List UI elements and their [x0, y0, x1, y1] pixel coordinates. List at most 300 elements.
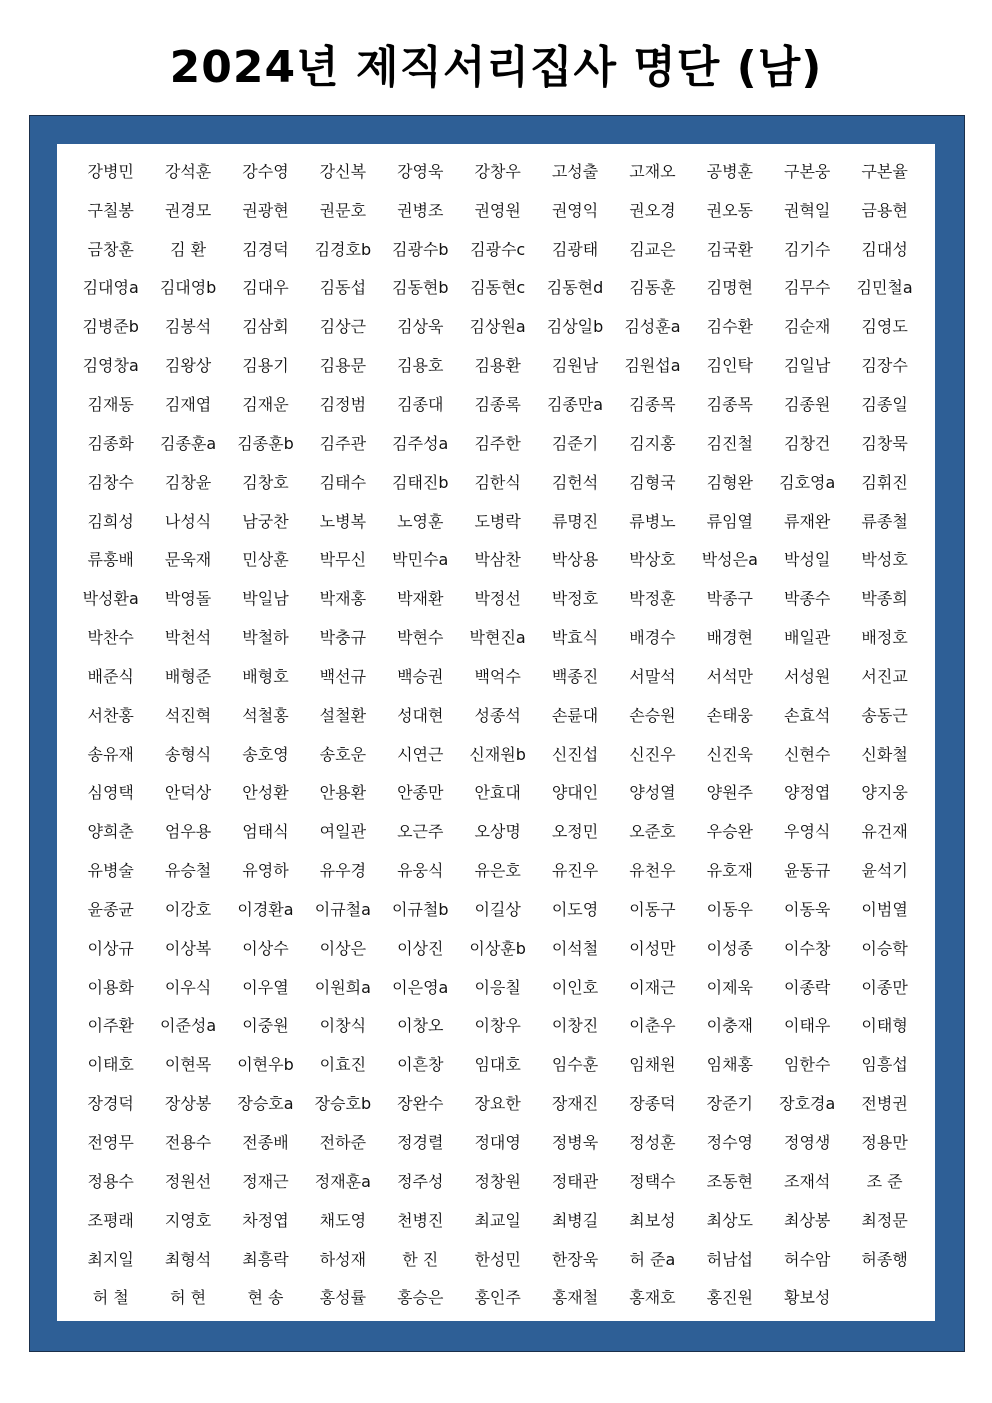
member-name: 김종대 [397, 394, 444, 414]
member-name: 석철홍 [242, 705, 289, 725]
member-name: 석진혁 [164, 705, 212, 725]
member-name: 양지웅 [861, 783, 908, 803]
member-name: 설철환 [319, 705, 367, 725]
member-name: 이주환 [87, 1016, 134, 1036]
member-name: 김형완 [706, 472, 753, 492]
member-name: 전용수 [164, 1133, 212, 1153]
member-name: 안종만 [397, 783, 444, 803]
member-name: 손효석 [784, 705, 831, 725]
member-name: 윤석기 [861, 861, 908, 881]
member-name: 홍재호 [629, 1288, 676, 1308]
member-name: 시연근 [397, 744, 444, 764]
member-name: 이동욱 [784, 899, 831, 919]
member-name: 권병조 [397, 200, 444, 220]
member-name: 이창식 [319, 1016, 367, 1036]
member-name: 김용문 [319, 356, 367, 376]
member-name: 윤동규 [784, 861, 831, 881]
member-name: 김호영a [779, 472, 836, 492]
member-name: 김한식 [474, 472, 521, 492]
member-name: 김삼회 [242, 317, 289, 337]
member-name: 전병권 [861, 1094, 908, 1114]
member-name: 김장수 [861, 356, 908, 376]
member-name: 최상봉 [784, 1210, 831, 1230]
member-name: 송동근 [861, 705, 908, 725]
member-name: 정재근 [242, 1171, 289, 1191]
member-name: 김무수 [784, 278, 831, 298]
member-name: 오근주 [397, 822, 444, 842]
member-name: 유진우 [551, 861, 599, 881]
member-name: 김지홍 [629, 433, 676, 453]
member-name: 김 환 [170, 239, 207, 259]
member-name: 이도영 [551, 899, 599, 919]
member-name: 이흔창 [397, 1055, 444, 1075]
member-name: 유영하 [242, 861, 289, 881]
member-name: 나성식 [164, 511, 212, 531]
member-name: 허남섭 [706, 1249, 753, 1269]
member-name: 박재환 [397, 589, 444, 609]
member-name: 신진우 [629, 744, 676, 764]
member-name: 정주성 [397, 1171, 444, 1191]
member-name: 서진교 [861, 666, 908, 686]
member-name: 김주성a [392, 433, 449, 453]
member-name: 홍진원 [706, 1288, 753, 1308]
member-name: 류임열 [706, 511, 753, 531]
member-name: 우승완 [706, 822, 753, 842]
member-name: 홍인주 [474, 1288, 521, 1308]
member-name: 조동현 [706, 1171, 753, 1191]
member-name: 박무신 [319, 550, 367, 570]
member-name: 서말석 [629, 666, 676, 686]
member-name: 김종만a [546, 394, 604, 414]
member-name: 김대영a [82, 278, 139, 298]
member-name: 이창우 [474, 1016, 521, 1036]
member-name: 이태우 [784, 1016, 831, 1036]
member-name: 김광수c [470, 239, 526, 259]
member-name: 양원주 [706, 783, 753, 803]
member-name: 안덕상 [164, 783, 212, 803]
member-name: 홍성률 [319, 1288, 367, 1308]
member-name: 이상훈b [469, 938, 526, 958]
member-name: 최형석 [164, 1249, 212, 1269]
member-name: 임한수 [784, 1055, 831, 1075]
member-name: 김경호b [314, 239, 372, 259]
member-name: 배형호 [242, 666, 289, 686]
member-name: 송형식 [164, 744, 212, 764]
member-name: 김광태 [551, 239, 599, 259]
member-name: 배형준 [164, 666, 212, 686]
member-name: 정창원 [474, 1171, 521, 1191]
member-name: 양정엽 [784, 783, 831, 803]
member-name: 이효진 [319, 1055, 367, 1075]
member-name: 이창오 [397, 1016, 444, 1036]
member-name: 유건재 [861, 822, 908, 842]
member-name: 현 송 [247, 1288, 284, 1308]
member-name: 이상규 [87, 938, 134, 958]
member-name: 박충규 [319, 628, 367, 648]
member-name: 김재엽 [164, 394, 212, 414]
member-name: 최보성 [629, 1210, 676, 1230]
member-name: 한성민 [474, 1249, 521, 1269]
member-name: 하성재 [319, 1249, 367, 1269]
member-name: 조 준 [866, 1171, 903, 1191]
member-name: 박효식 [551, 628, 599, 648]
member-name: 정용수 [87, 1171, 134, 1191]
member-name: 김영창a [82, 356, 139, 376]
member-name: 김진철 [706, 433, 753, 453]
member-name: 구본웅 [784, 161, 831, 181]
member-name: 엄우용 [164, 822, 212, 842]
member-name: 김휘진 [861, 472, 908, 492]
member-name: 김대영b [159, 278, 217, 298]
member-name: 김창건 [784, 433, 831, 453]
member-name: 이길상 [474, 899, 521, 919]
member-name: 이태호 [87, 1055, 134, 1075]
member-name: 김종록 [474, 394, 521, 414]
member-name: 손승원 [629, 705, 676, 725]
member-name: 박철하 [242, 628, 289, 648]
member-name: 김창수 [87, 472, 134, 492]
member-name: 손태웅 [706, 705, 753, 725]
member-name: 김준기 [551, 433, 599, 453]
member-name: 김봉석 [164, 317, 212, 337]
member-name: 지영호 [164, 1210, 212, 1230]
member-name: 정원선 [164, 1171, 212, 1191]
member-name: 이종락 [784, 977, 831, 997]
member-name: 허 현 [170, 1288, 207, 1308]
member-name: 한장욱 [551, 1249, 599, 1269]
member-name: 김태수 [319, 472, 367, 492]
member-name: 최정문 [861, 1210, 908, 1230]
member-name: 이우식 [164, 977, 212, 997]
member-name: 박성환a [82, 589, 139, 609]
member-name: 장호경a [779, 1094, 836, 1114]
member-name: 권경모 [164, 200, 212, 220]
member-name: 박정선 [474, 589, 521, 609]
member-name: 차정엽 [242, 1210, 289, 1230]
member-name: 손륜대 [551, 705, 599, 725]
member-name: 서석만 [706, 666, 753, 686]
member-name: 양희춘 [87, 822, 134, 842]
member-name: 황보성 [784, 1288, 831, 1308]
member-name: 신재원b [469, 744, 526, 764]
member-name: 홍재철 [551, 1288, 599, 1308]
member-name: 권영원 [474, 200, 521, 220]
member-name: 유호재 [706, 861, 753, 881]
member-name: 장완수 [397, 1094, 444, 1114]
member-name: 도병락 [474, 511, 521, 531]
member-name: 심영택 [87, 783, 134, 803]
member-name: 이상은 [319, 938, 367, 958]
member-name: 김수환 [706, 317, 753, 337]
member-name: 이원희a [314, 977, 371, 997]
member-name: 김창호 [242, 472, 289, 492]
member-name: 이상진 [397, 938, 444, 958]
member-name: 전하준 [319, 1133, 367, 1153]
member-name: 김주관 [319, 433, 367, 453]
member-name: 박찬수 [87, 628, 134, 648]
member-name: 박종구 [706, 589, 753, 609]
member-name: 유웅식 [397, 861, 444, 881]
member-name: 금창훈 [87, 239, 134, 259]
member-name: 이규철b [391, 899, 449, 919]
member-name: 김상근 [319, 317, 367, 337]
member-name: 서성원 [784, 666, 831, 686]
member-name: 김대우 [242, 278, 289, 298]
member-name: 김동현b [391, 278, 449, 298]
member-name: 김재동 [87, 394, 134, 414]
member-name: 류명진 [551, 511, 599, 531]
member-name: 권혁일 [784, 200, 831, 220]
member-name: 최상도 [706, 1210, 753, 1230]
member-name: 신진욱 [706, 744, 753, 764]
member-name: 김용호 [397, 356, 444, 376]
member-name: 장승호a [237, 1094, 294, 1114]
member-name: 김종목 [629, 394, 676, 414]
member-name: 이현우b [237, 1055, 294, 1075]
member-name: 강창우 [474, 161, 521, 181]
member-name: 장종덕 [629, 1094, 676, 1114]
member-name: 김성훈a [624, 317, 681, 337]
member-name: 김종목 [706, 394, 753, 414]
member-name: 김일남 [784, 356, 831, 376]
member-name: 김국환 [706, 239, 753, 259]
member-name: 오정민 [551, 822, 599, 842]
member-name: 박상용 [551, 550, 599, 570]
member-name: 안효대 [474, 783, 521, 803]
member-name: 김대성 [861, 239, 908, 259]
member-name: 류재완 [784, 511, 831, 531]
member-name: 공병훈 [706, 161, 753, 181]
member-name: 이준성a [159, 1016, 217, 1036]
member-name: 권오경 [629, 200, 676, 220]
member-name: 배경현 [706, 628, 753, 648]
member-name: 임채원 [629, 1055, 676, 1075]
member-name: 신화철 [861, 744, 908, 764]
member-name: 박성호 [861, 550, 908, 570]
member-name: 안성환 [242, 783, 289, 803]
member-name: 이규철a [314, 899, 371, 919]
member-name: 김주한 [474, 433, 521, 453]
member-name: 박상호 [629, 550, 676, 570]
member-name: 이강호 [164, 899, 212, 919]
member-name: 천병진 [397, 1210, 444, 1230]
member-name: 박종희 [861, 589, 908, 609]
member-name: 유우경 [319, 861, 367, 881]
member-name: 양성열 [629, 783, 676, 803]
member-name: 박천석 [164, 628, 212, 648]
member-name: 강영욱 [397, 161, 444, 181]
member-name: 김창윤 [164, 472, 212, 492]
member-name: 김왕상 [164, 356, 212, 376]
member-name: 유병술 [87, 861, 134, 881]
member-name: 송호운 [319, 744, 367, 764]
member-name: 박민수a [392, 550, 449, 570]
member-name: 김상원a [469, 317, 526, 337]
member-name: 이종만 [861, 977, 908, 997]
member-name: 전종배 [242, 1133, 289, 1153]
member-name: 박삼찬 [474, 550, 521, 570]
member-name: 유천우 [629, 861, 676, 881]
member-name: 김용환 [474, 356, 521, 376]
member-name: 이충재 [706, 1016, 753, 1036]
member-name: 김명현 [706, 278, 753, 298]
member-name: 박성은a [701, 550, 758, 570]
member-name: 김광수b [391, 239, 449, 259]
member-name: 성종석 [474, 705, 521, 725]
member-name: 임대호 [474, 1055, 521, 1075]
member-name: 이태형 [861, 1016, 908, 1036]
member-name: 고재오 [629, 161, 676, 181]
member-name: 강수영 [242, 161, 289, 181]
member-name: 김원남 [551, 356, 599, 376]
member-name: 김민철a [856, 278, 913, 298]
member-name: 김기수 [784, 239, 831, 259]
member-name: 배준식 [87, 666, 134, 686]
member-name: 오준호 [629, 822, 676, 842]
member-name: 이중원 [242, 1016, 289, 1036]
member-name: 박성일 [784, 550, 831, 570]
member-name: 서찬홍 [87, 705, 134, 725]
member-name: 금용현 [861, 200, 908, 220]
member-name: 오상명 [474, 822, 521, 842]
member-name: 강석훈 [164, 161, 212, 181]
member-name: 박종수 [784, 589, 831, 609]
member-name: 김재운 [242, 394, 289, 414]
member-name: 김병준b [82, 317, 139, 337]
member-name: 엄태식 [242, 822, 289, 842]
member-name: 김종훈b [237, 433, 294, 453]
member-name: 노영훈 [397, 511, 444, 531]
member-name: 김동현c [470, 278, 526, 298]
member-name: 강신복 [319, 161, 367, 181]
member-name: 이경환a [237, 899, 294, 919]
member-name: 정택수 [629, 1171, 676, 1191]
member-name: 최교일 [474, 1210, 521, 1230]
name-roster-grid [72, 151, 924, 1316]
member-name: 정병욱 [551, 1133, 599, 1153]
member-name: 김원섭a [624, 356, 681, 376]
member-name: 장경덕 [87, 1094, 134, 1114]
member-name: 김종원 [784, 394, 831, 414]
member-name: 김동섭 [319, 278, 367, 298]
member-name: 임채홍 [706, 1055, 753, 1075]
member-name: 백승권 [397, 666, 444, 686]
member-name: 이범열 [861, 899, 908, 919]
member-name: 정영생 [784, 1133, 831, 1153]
member-name: 최지일 [87, 1249, 134, 1269]
member-name: 이우열 [242, 977, 289, 997]
member-name: 박정훈 [629, 589, 676, 609]
member-name: 허 준a [629, 1249, 676, 1269]
member-name: 배경수 [629, 628, 676, 648]
member-name: 장승호b [314, 1094, 372, 1114]
member-name: 김종화 [87, 433, 134, 453]
member-name: 이현목 [164, 1055, 212, 1075]
member-name: 이성종 [706, 938, 753, 958]
member-name: 김동현d [546, 278, 604, 298]
member-name: 백억수 [474, 666, 521, 686]
member-name: 권광현 [242, 200, 289, 220]
member-name: 김경덕 [242, 239, 289, 259]
member-name: 조재석 [784, 1171, 831, 1191]
member-name: 박현수 [397, 628, 444, 648]
member-name: 최흥락 [242, 1249, 289, 1269]
member-name: 류종철 [861, 511, 908, 531]
page-title: 2024년 제직서리집사 명단 (남) [169, 42, 823, 93]
member-name: 김태진b [391, 472, 449, 492]
member-name: 고성출 [551, 161, 599, 181]
member-name: 최병길 [551, 1210, 599, 1230]
member-name: 이창진 [551, 1016, 599, 1036]
member-name: 임수훈 [551, 1055, 599, 1075]
member-name: 정태관 [551, 1171, 599, 1191]
member-name: 허 철 [92, 1288, 129, 1308]
member-name: 배일관 [784, 628, 831, 648]
member-name: 채도영 [319, 1210, 367, 1230]
member-name: 박정호 [551, 589, 599, 609]
member-name: 류홍배 [87, 550, 134, 570]
member-name: 김창묵 [861, 433, 908, 453]
member-name: 백종진 [551, 666, 599, 686]
member-name: 박재홍 [319, 589, 367, 609]
member-name: 여일관 [319, 822, 367, 842]
member-name: 이재근 [629, 977, 676, 997]
member-name: 이승학 [861, 938, 908, 958]
member-name: 김헌석 [551, 472, 599, 492]
member-name: 임흥섭 [861, 1055, 908, 1075]
member-name: 장준기 [706, 1094, 753, 1114]
member-name: 정용만 [861, 1133, 908, 1153]
member-name: 홍승은 [397, 1288, 444, 1308]
member-name: 이석철 [551, 938, 599, 958]
member-name: 배정호 [861, 628, 908, 648]
member-name: 송호영 [242, 744, 289, 764]
member-name: 안용환 [319, 783, 367, 803]
member-name: 김희성 [87, 511, 134, 531]
member-name: 백선규 [319, 666, 367, 686]
member-name: 허종행 [861, 1249, 908, 1269]
member-name: 장재진 [551, 1094, 599, 1114]
member-name: 이성만 [629, 938, 676, 958]
member-name: 남궁찬 [242, 511, 289, 531]
member-name: 박일남 [242, 589, 289, 609]
member-name: 김교은 [629, 239, 676, 259]
member-name: 권오동 [706, 200, 753, 220]
member-name: 전영무 [87, 1133, 134, 1153]
member-name: 신현수 [784, 744, 831, 764]
member-name: 구본율 [861, 161, 908, 181]
member-name: 류병노 [629, 511, 676, 531]
member-name: 김순재 [784, 317, 831, 337]
member-name: 한 진 [402, 1249, 439, 1269]
member-name: 이수창 [784, 938, 831, 958]
member-name: 양대인 [551, 783, 599, 803]
member-name: 이제욱 [706, 977, 753, 997]
member-name: 문욱재 [164, 550, 212, 570]
member-name: 이은영a [392, 977, 449, 997]
member-name: 유승철 [164, 861, 212, 881]
member-name: 김정범 [319, 394, 367, 414]
member-name: 김종훈a [159, 433, 217, 453]
member-name: 김상일b [546, 317, 604, 337]
member-name: 김동훈 [629, 278, 676, 298]
member-name: 이응칠 [474, 977, 521, 997]
member-name: 김형국 [629, 472, 676, 492]
member-name: 구칠봉 [87, 200, 134, 220]
member-name: 이동우 [706, 899, 753, 919]
member-name: 이용화 [87, 977, 134, 997]
member-name: 김용기 [242, 356, 289, 376]
